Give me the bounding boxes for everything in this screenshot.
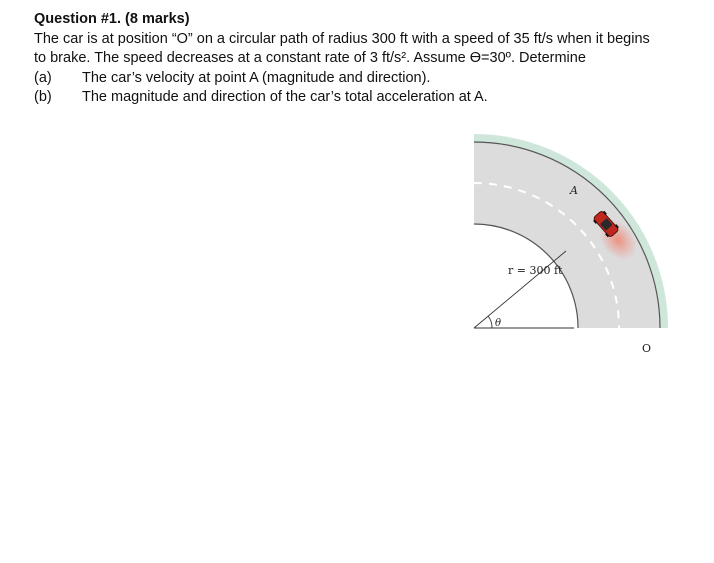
part-a-label: (a) (34, 69, 52, 86)
part-b-label: (b) (34, 89, 52, 105)
part-a-text: The car’s velocity at point A (magnitude and direction). (82, 69, 431, 86)
point-a-label: A (570, 184, 578, 197)
angle-label: θ (495, 318, 502, 329)
question-text-block (34, 10, 694, 108)
part-a (34, 69, 694, 89)
angle-arc (488, 316, 492, 328)
part-b-text: The magnitude and direction of the car’s total acceleration at A. (82, 89, 488, 105)
question-body-line-1: The car is at position “O” on a circular path of radius 300 ft with a speed of 35 ft/s when it begins (34, 30, 650, 47)
point-o-label: O (642, 342, 652, 355)
circular-path-figure (470, 130, 670, 360)
question-body-line-2: to brake. The speed decreases at a constant rate of 3 ft/s². Assume ϴ=30º. Determine (34, 50, 586, 66)
part-b (34, 88, 694, 108)
radius-label: r = 300 ft (508, 264, 563, 277)
question-heading: Question #1. (8 marks) (34, 11, 190, 27)
